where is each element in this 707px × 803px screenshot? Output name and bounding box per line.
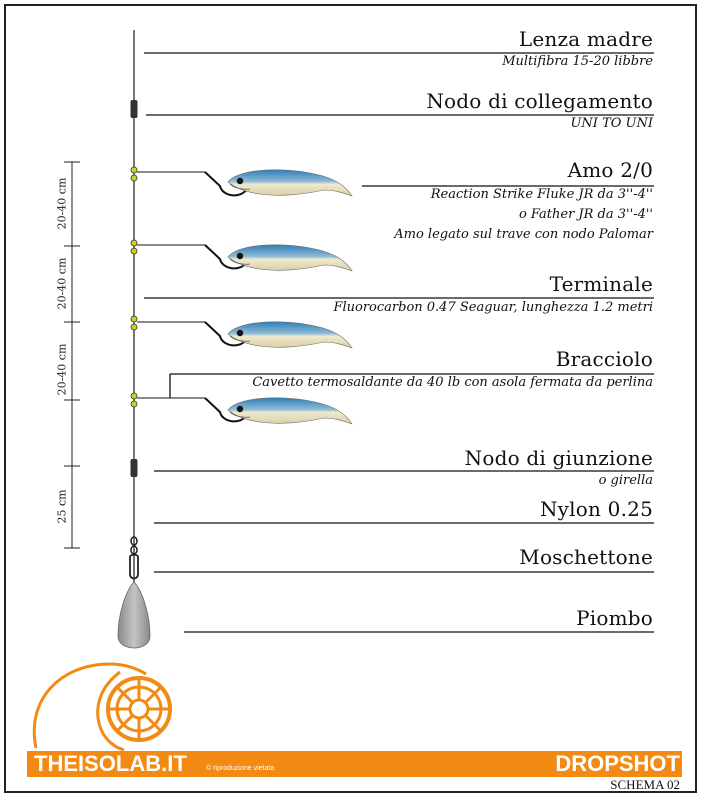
sinker [118,582,150,648]
label-lenza-madre: Lenza madre [518,27,653,51]
theisolab-logo [34,664,170,750]
footer-site[interactable]: THEISOLAB.IT [34,751,187,776]
dimension-label-2: 20-40 cm [55,257,69,310]
label-nodo-collegamento: Nodo di collegamento [426,89,653,113]
label-nylon: Nylon 0.25 [539,497,653,521]
label-terminale: Terminale [549,272,653,296]
label-bracciolo: Bracciolo [555,347,653,371]
branch-3 [131,316,352,348]
branch-2 [131,240,352,271]
branch-1 [131,167,352,196]
label-moschettone: Moschettone [519,545,653,569]
label-lenza-madre-sub: Multifibra 15-20 libbre [502,54,653,69]
label-amo-sub1: Reaction Strike Fluke JR da 3''-4'' [430,187,653,202]
branch-4 [131,393,352,424]
footer-schema: SCHEMA 02 [610,777,680,792]
dimension-label-3: 20-40 cm [55,343,69,396]
footer-copyright: © riproduzione vietata [206,765,275,772]
label-nodo-giunzione-sub: o girella [598,473,653,488]
dimension-label-1: 20-40 cm [55,177,69,230]
footer-title: DROPSHOT [555,751,680,776]
connection-knot [131,100,138,118]
junction-knot [131,459,138,477]
label-amo-sub3: Amo legato sul trave con nodo Palomar [394,227,653,242]
label-piombo: Piombo [576,606,653,630]
label-nodo-collegamento-sub: UNI TO UNI [570,116,653,131]
label-amo: Amo 2/0 [567,158,653,182]
label-bracciolo-sub: Cavetto termosaldante da 40 lb con asola fermata da perlina [252,375,653,390]
label-amo-sub2: o Father JR da 3''-4'' [518,207,653,222]
label-nodo-giunzione: Nodo di giunzione [464,446,653,470]
label-terminale-sub: Fluorocarbon 0.47 Seaguar, lunghezza 1.2 metri [333,300,653,315]
dimension-label-4: 25 cm [55,489,69,524]
